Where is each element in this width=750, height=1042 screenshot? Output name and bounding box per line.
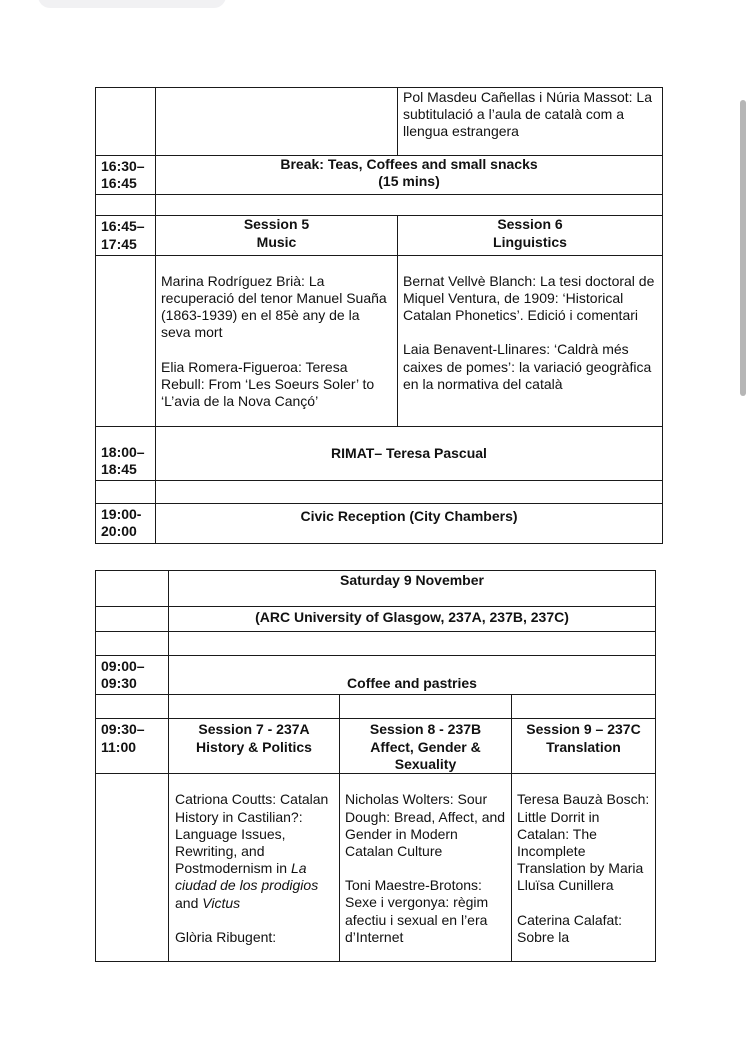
table-row: [96, 156, 663, 195]
paper-marina-rodriguez: Marina Rodríguez Brià: La recuperació del tenor Manuel Suaña (1863-1939) en el 85è any de la seva mort: [161, 272, 387, 341]
paper-nicholas-wolters: Nicholas Wolters: Sour Dough: Bread, Affect, and Gender in Modern Catalan Culture: [345, 791, 506, 860]
day-heading: Saturday 9 November: [169, 571, 656, 607]
session-7-header: Session 7 - 237A History & Politics: [169, 719, 340, 774]
spacer-row: [96, 632, 656, 656]
saturday-schedule-table: [95, 570, 656, 962]
paper-elia-romera: Elia Romera-Figueroa: Teresa Rebull: From ‘Les Soeurs Soler’ to ‘L’avia de la Nova Cançó’: [161, 358, 375, 410]
break-slot: Break: Teas, Coffees and small snacks (15 mins): [156, 156, 663, 195]
paper-pol-masdeu: Pol Masdeu Cañellas i Núria Massot: La subtitulació a l’aula de català com a llengua estrangera: [398, 88, 663, 156]
session-8-header: Session 8 - 237B Affect, Gender & Sexuality: [340, 719, 512, 774]
scrollbar[interactable]: [740, 100, 746, 396]
venue-heading: (ARC University of Glasgow, 237A, 237B, 237C): [169, 607, 656, 632]
paper-caterina-calafat: Caterina Calafat: Sobre la: [517, 911, 623, 945]
paper-catriona-coutts: Catriona Coutts: Catalan History in Castilian?: Language Issues, Rewriting, and Postmodernism in La ciudad de los prodigios and Victus: [175, 791, 329, 911]
session-9-header: Session 9 – 237C Translation: [512, 719, 656, 774]
spacer-row: [96, 481, 663, 504]
session-5-papers: [156, 255, 398, 426]
table-row: [96, 216, 663, 255]
session-5-header: Session 5 Music: [156, 216, 398, 255]
spacer-row: [96, 195, 663, 216]
paper-teresa-bauza: Teresa Bauzà Bosch: Little Dorrit in Catalan: The Incomplete Translation by Maria Lluïsa Cunillera: [517, 791, 650, 894]
session-8-papers: [340, 774, 512, 962]
table-row: [96, 88, 663, 156]
spacer-row: [96, 695, 656, 719]
session-6-papers: [398, 255, 663, 426]
table-row: [96, 504, 663, 543]
time-slot: 16:45– 17:45: [96, 216, 156, 255]
time-slot: 09:00– 09:30: [96, 656, 169, 695]
browser-tab-bar: [38, 0, 226, 8]
table-row: [96, 656, 656, 695]
time-slot: 19:00- 20:00: [96, 504, 156, 543]
table-row: [96, 426, 663, 480]
time-slot: 09:30– 11:00: [96, 719, 169, 774]
table-row: [96, 571, 656, 607]
session-9-papers: [512, 774, 656, 962]
friday-schedule-table: [95, 87, 663, 544]
table-row: [96, 255, 663, 426]
civic-reception-slot: Civic Reception (City Chambers): [156, 504, 663, 543]
session-6-header: Session 6 Linguistics: [398, 216, 663, 255]
paper-gloria-ribugent: Glòria Ribugent:: [175, 928, 277, 945]
paper-laia-benavent: Laia Benavent-Llinares: ‘Caldrà més caixes de pomes’: la variació geogràfica en la normativa del català: [403, 341, 652, 392]
paper-bernat-vellve: Bernat Vellvè Blanch: La tesi doctoral de Miquel Ventura, de 1909: ‘Historical Catalan Phonetics’. Edició i comentari: [403, 272, 655, 324]
coffee-slot: Coffee and pastries: [169, 656, 656, 695]
time-slot: 18:00– 18:45: [96, 426, 156, 480]
session-7-papers: [169, 774, 340, 962]
table-row: [96, 607, 656, 632]
table-row: [96, 774, 656, 962]
table-row: [96, 719, 656, 774]
time-slot: 16:30– 16:45: [96, 156, 156, 195]
paper-toni-maestre: Toni Maestre-Brotons: Sexe i vergonya: règim afectiu i sexual en l’era d’Internet: [345, 877, 489, 945]
rimat-slot: RIMAT– Teresa Pascual: [156, 426, 663, 480]
